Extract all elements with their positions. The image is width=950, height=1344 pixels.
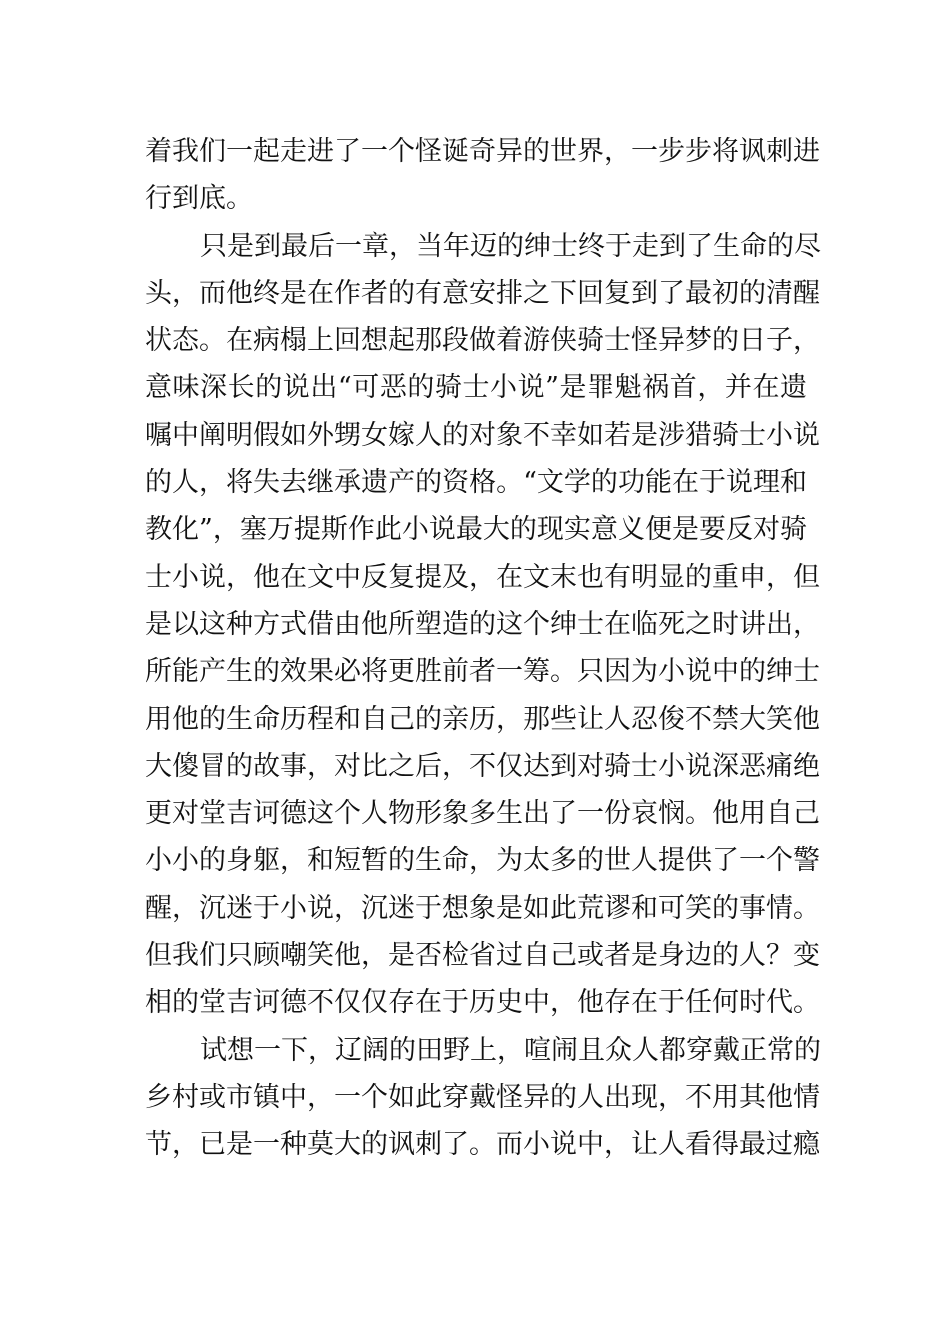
text-line: 醒，沉迷于小说，沉迷于想象是如此荒谬和可笑的事情。: [145, 892, 820, 924]
text-line: 是以这种方式借由他所塑造的这个绅士在临死之时讲出，: [145, 608, 820, 640]
text-line: 试想一下，辽阔的田野上，喧闹且众人都穿戴正常的: [200, 1034, 821, 1066]
text-line: 但我们只顾嘲笑他，是否检省过自己或者是身边的人？变: [145, 940, 820, 972]
text-line: 小小的身躯，和短暂的生命，为太多的世人提供了一个警: [145, 845, 820, 877]
text-line: 行到底。: [145, 183, 253, 215]
text-line: 头，而他终是在作者的有意安排之下回复到了最初的清醒: [145, 277, 820, 309]
text-line: 意味深长的说出“可恶的骑士小说”是罪魁祸首，并在遗: [145, 372, 807, 404]
text-line: 教化”，塞万提斯作此小说最大的现实意义便是要反对骑: [145, 514, 807, 546]
text-line: 着我们一起走进了一个怪诞奇异的世界，一步步将讽刺进: [145, 136, 820, 167]
document-body: [145, 128, 821, 1169]
text-line: 的人，将失去继承遗产的资格。“文学的功能在于说理和: [145, 467, 807, 499]
text-line: 大傻冒的故事，对比之后，不仅达到对骑士小说深恶痛绝: [145, 750, 820, 782]
text-line: 更对堂吉诃德这个人物形象多生出了一份哀悯。他用自己: [145, 798, 820, 830]
text-line: 士小说，他在文中反复提及，在文末也有明显的重申，但: [145, 561, 820, 593]
text-line: 用他的生命历程和自己的亲历，那些让人忍俊不禁大笑他: [145, 703, 820, 735]
text-line: 所能产生的效果必将更胜前者一筹。只因为小说中的绅士: [145, 656, 820, 688]
text-line: 节，已是一种莫大的讽刺了。而小说中，让人看得最过瘾: [145, 1129, 820, 1161]
text-line: 只是到最后一章，当年迈的绅士终于走到了生命的尽: [200, 230, 821, 262]
text-line: 乡村或市镇中，一个如此穿戴怪异的人出现，不用其他情: [145, 1081, 820, 1113]
text-line: 嘱中阐明假如外甥女嫁人的对象不幸如若是涉猎骑士小说: [145, 419, 820, 451]
text-line: 状态。在病榻上回想起那段做着游侠骑士怪异梦的日子，: [145, 325, 820, 357]
text-line: 相的堂吉诃德不仅仅存在于历史中，他存在于任何时代。: [145, 987, 820, 1019]
